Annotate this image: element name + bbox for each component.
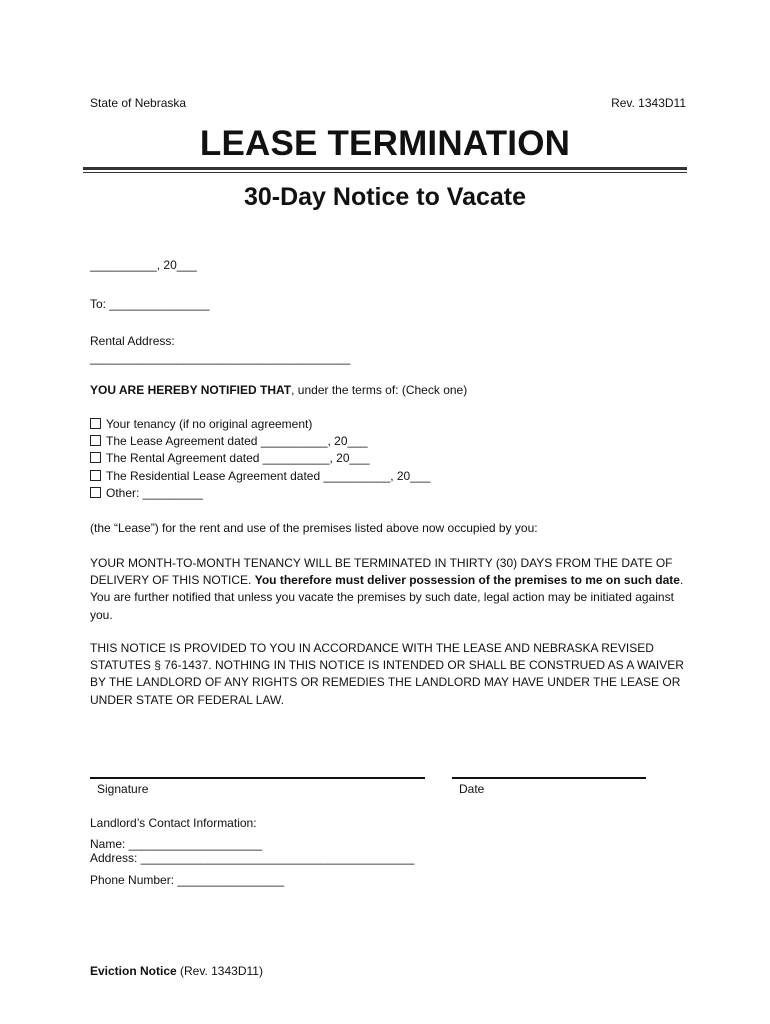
lease-sentence: (the “Lease”) for the rent and use of the premises listed above now occupied by you:: [90, 521, 538, 535]
check-option-label: Other: _________: [106, 485, 203, 500]
check-option[interactable]: [90, 450, 690, 467]
footer-title: Eviction Notice: [90, 964, 177, 978]
check-option-label: The Lease Agreement dated __________, 20___: [106, 434, 368, 449]
date-field[interactable]: __________, 20___: [90, 258, 197, 272]
notified-statement: [90, 382, 690, 399]
check-option-label: Your tenancy (if no original agreement): [106, 417, 313, 431]
contact-phone-field[interactable]: Phone Number: ________________: [90, 873, 285, 887]
notified-rest: , under the terms of: (Check one): [291, 383, 468, 397]
check-option[interactable]: [90, 433, 690, 450]
rental-address-field[interactable]: _______________________________________: [90, 351, 351, 365]
checkbox-icon[interactable]: [90, 487, 101, 498]
termination-bold: You therefore must deliver possession of the premises to me on such date: [254, 573, 680, 588]
termination-text-1: YOUR MONTH-TO-MONTH TENANCY WILL BE TERMINATED IN THIRTY (30) DAYS FROM THE DATE OF DELIVERY OF THIS NOTICE.: [90, 556, 673, 588]
contact-address-field[interactable]: Address: _________________________________________: [90, 851, 415, 865]
contact-name-field[interactable]: Name: ____________________: [90, 837, 263, 851]
rental-address-label: Rental Address:: [90, 334, 175, 348]
check-option-label: The Residential Lease Agreement dated __________, 20___: [106, 468, 431, 483]
notified-bold: YOU ARE HEREBY NOTIFIED THAT: [90, 383, 292, 397]
document-subtitle: 30-Day Notice to Vacate: [243, 183, 527, 211]
checkbox-icon[interactable]: [90, 418, 101, 429]
checkbox-icon[interactable]: [90, 452, 101, 463]
title-divider-thick: [83, 167, 687, 170]
title-divider-thin: [83, 172, 687, 173]
checkbox-icon[interactable]: [90, 435, 101, 446]
to-field[interactable]: To: _______________: [90, 297, 210, 311]
revision-label: Rev. 1343D11: [611, 96, 686, 110]
check-option[interactable]: [90, 416, 690, 433]
footer: [90, 964, 263, 978]
signature-line[interactable]: [90, 777, 425, 779]
date-label: Date: [459, 782, 485, 796]
footer-rev: (Rev. 1343D11): [176, 964, 263, 978]
contact-heading: Landlord’s Contact Information:: [90, 816, 257, 830]
document-title: LEASE TERMINATION: [199, 124, 571, 163]
signature-label: Signature: [97, 782, 149, 796]
check-option[interactable]: [90, 468, 690, 485]
termination-text-2: . You are further notified that unless you vacate the premises by such date, legal action may be initiated against you.: [90, 573, 684, 622]
date-line[interactable]: [452, 777, 646, 779]
statute-paragraph: THIS NOTICE IS PROVIDED TO YOU IN ACCORDANCE WITH THE LEASE AND NEBRASKA REVISED STATUTES § 76-1437. NOTHING IN THIS NOTICE IS INTENDED OR SHALL BE CONSTRUED AS A WAIVER BY THE LANDLORD OF ANY RIGHTS OR REMEDIES THE LANDLORD MAY HAVE UNDER THE LEASE OR UNDER STATE OR FEDERAL LAW.: [90, 641, 684, 707]
check-options-list: [90, 416, 690, 502]
termination-paragraph: [90, 555, 686, 624]
checkbox-icon[interactable]: [90, 470, 101, 481]
check-option-label: The Rental Agreement dated __________, 20___: [106, 451, 370, 466]
state-label: State of Nebraska: [90, 96, 187, 110]
check-option[interactable]: [90, 485, 690, 502]
